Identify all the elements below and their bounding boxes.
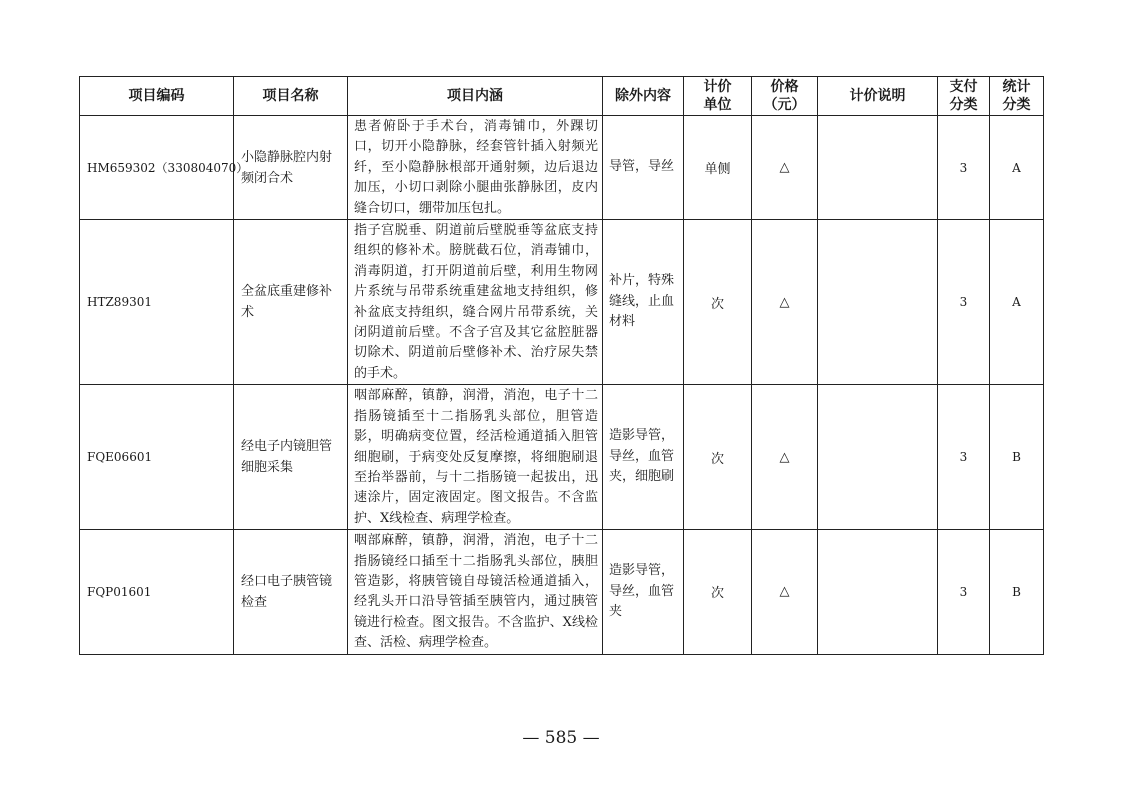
header-unit [684,77,752,116]
cell-unit: 单侧 [684,116,752,220]
cell-code: HM659302（330804070） [80,116,234,220]
cell-pricing-note [818,220,938,385]
header-stat [990,77,1044,116]
cell-price: △ [752,530,818,654]
cell-exclusions: 造影导管，导丝，血管夹 [603,530,684,654]
cell-name: 小隐静脉腔内射频闭合术 [234,116,348,220]
cell-pricing-note [818,116,938,220]
cell-name: 经电子内镜胆管细胞采集 [234,385,348,530]
cell-code: FQP01601 [80,530,234,654]
cell-exclusions: 导管，导丝 [603,116,684,220]
cell-code: HTZ89301 [80,220,234,385]
cell-price: △ [752,385,818,530]
header-name: 项目名称 [234,77,348,116]
table-row [80,116,1044,220]
cell-stat: A [990,116,1044,220]
cell-content: 指子宫脱垂、阴道前后壁脱垂等盆底支持组织的修补术。膀胱截石位，消毒铺巾，消毒阴道，打开阴道前后壁，利用生物网片系统与吊带系统重建盆地支持组织，修补盆底支持组织，缝合网片吊带系统，关闭阴道前后壁。不含子宫及其它盆腔脏器切除术、阴道前后壁修补术、治疗尿失禁的手术。 [348,220,603,385]
header-payment-line2: 分类 [949,97,978,113]
header-exclusions: 除外内容 [603,77,684,116]
cell-price: △ [752,220,818,385]
cell-payment: 3 [938,385,990,530]
cell-code: FQE06601 [80,385,234,530]
cell-stat: A [990,220,1044,385]
table-row [80,530,1044,654]
cell-payment: 3 [938,116,990,220]
cell-name: 经口电子胰管镜检查 [234,530,348,654]
cell-stat: B [990,385,1044,530]
cell-pricing-note [818,385,938,530]
table-header-row [80,77,1044,116]
cell-pricing-note [818,530,938,654]
header-stat-line1: 统计 [1002,79,1031,95]
cell-unit: 次 [684,220,752,385]
header-price [752,77,818,116]
header-price-line1: 价格 [770,79,799,95]
table-row [80,220,1044,385]
cell-exclusions: 造影导管，导丝，血管夹，细胞刷 [603,385,684,530]
header-price-line2: （元） [763,97,806,113]
fee-schedule-table [79,76,1044,655]
table-row [80,385,1044,530]
cell-exclusions: 补片，特殊缝线，止血材料 [603,220,684,385]
cell-content: 咽部麻醉，镇静，润滑，消泡，电子十二指肠镜经口插至十二指肠乳头部位，胰胆管造影，将胰管镜自母镜活检通道插入，经乳头开口沿导管插至胰管内，通过胰管镜进行检查。图文报告。不含监护、X线检查、活检、病理学检查。 [348,530,603,654]
cell-content: 患者俯卧于手术台，消毒铺巾，外踝切口，切开小隐静脉，经套管针插入射频光纤，至小隐静脉根部开通射频，边后退边加压，小切口剥除小腿曲张静脉团，皮内缝合切口，绷带加压包扎。 [348,116,603,220]
page-number: — 585 — [522,728,600,748]
header-stat-line2: 分类 [1002,97,1031,113]
cell-unit: 次 [684,385,752,530]
cell-stat: B [990,530,1044,654]
cell-content: 咽部麻醉，镇静，润滑，消泡，电子十二指肠镜插至十二指肠乳头部位，胆管造影，明确病变位置，经活检通道插入胆管细胞刷，于病变处反复摩擦，将细胞刷退至抬举器前，与十二指肠镜一起拔出，迅速涂片，固定液固定。图文报告。不含监护、X线检查、病理学检查。 [348,385,603,530]
cell-payment: 3 [938,530,990,654]
header-unit-line2: 单位 [703,97,732,113]
header-content: 项目内涵 [348,77,603,116]
cell-payment: 3 [938,220,990,385]
header-unit-line1: 计价 [703,79,732,95]
cell-unit: 次 [684,530,752,654]
header-payment [938,77,990,116]
header-code: 项目编码 [80,77,234,116]
header-payment-line1: 支付 [949,79,978,95]
header-pricing-note: 计价说明 [818,77,938,116]
cell-price: △ [752,116,818,220]
cell-name: 全盆底重建修补术 [234,220,348,385]
